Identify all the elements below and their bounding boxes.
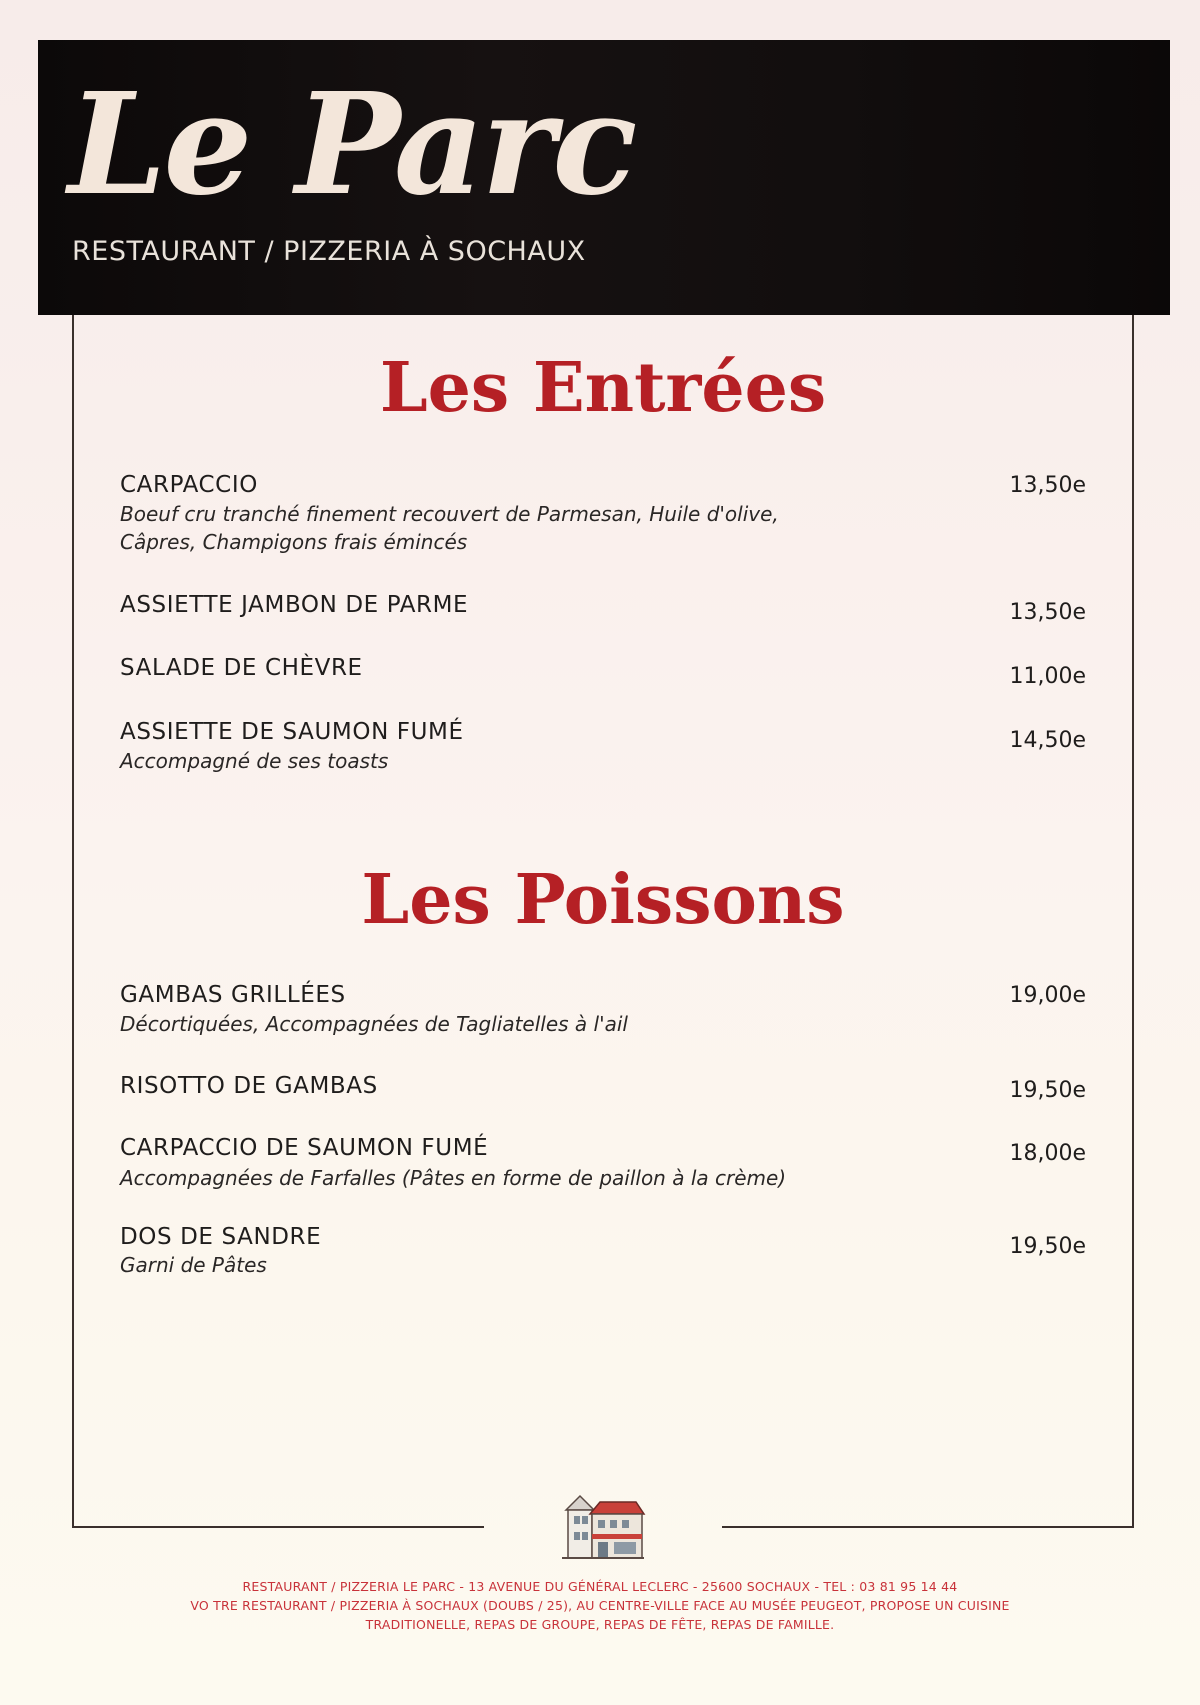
menu-item-price: 13,50e bbox=[1009, 600, 1086, 625]
menu-item-description: Boeuf cru tranché finement recouvert de Parmesan, Huile d'olive, bbox=[120, 502, 779, 526]
menu-item-price: 19,50e bbox=[1009, 1234, 1086, 1259]
section-title-poissons: Les Poissons bbox=[361, 860, 845, 940]
menu-item-price: 14,50e bbox=[1009, 728, 1086, 753]
menu-item-name: SALADE DE CHÈVRE bbox=[120, 655, 363, 681]
menu-item-description: Accompagnées de Farfalles (Pâtes en forme de paillon à la crème) bbox=[120, 1166, 787, 1190]
menu-item-price: 11,00e bbox=[1009, 664, 1086, 689]
frame-bottom-border-left bbox=[72, 1526, 484, 1528]
menu-item-description: Décortiquées, Accompagnées de Tagliatelles à l'ail bbox=[120, 1012, 628, 1036]
house-icon bbox=[560, 1490, 646, 1562]
menu-item-description: Accompagné de ses toasts bbox=[120, 749, 389, 773]
menu-item-name: CARPACCIO bbox=[120, 472, 258, 498]
frame-right-border bbox=[1132, 315, 1134, 1527]
menu-item-name: DOS DE SANDRE bbox=[120, 1224, 322, 1250]
section-title-entrees: Les Entrées bbox=[379, 348, 827, 428]
menu-item-name: RISOTTO DE GAMBAS bbox=[120, 1073, 378, 1099]
menu-item-description: Garni de Pâtes bbox=[120, 1253, 267, 1277]
menu-item-price: 19,50e bbox=[1009, 1078, 1086, 1103]
restaurant-logo: Le Parc bbox=[68, 63, 635, 227]
footer-address: RESTAURANT / PIZZERIA LE PARC - 13 AVENUE DU GÉNÉRAL LECLERC - 25600 SOCHAUX - TEL : 03 81 95 14 44 bbox=[242, 1579, 958, 1594]
menu-item-price: 18,00e bbox=[1009, 1141, 1086, 1166]
menu-item-price: 19,00e bbox=[1009, 983, 1086, 1008]
menu-item-description: Câpres, Champigons frais émincés bbox=[120, 530, 468, 554]
menu-item-name: ASSIETTE JAMBON DE PARME bbox=[120, 592, 469, 618]
frame-bottom-border-right bbox=[722, 1526, 1134, 1528]
restaurant-tagline: RESTAURANT / PIZZERIA À SOCHAUX bbox=[72, 236, 586, 267]
menu-item-price: 13,50e bbox=[1009, 473, 1086, 498]
header-banner bbox=[38, 40, 1170, 315]
menu-item-name: ASSIETTE DE SAUMON FUMÉ bbox=[120, 719, 464, 745]
menu-item-name: CARPACCIO DE SAUMON FUMÉ bbox=[120, 1135, 489, 1161]
footer-description: TRADITIONELLE, REPAS DE GROUPE, REPAS DE FÊTE, REPAS DE FAMILLE. bbox=[365, 1617, 835, 1632]
menu-item-name: GAMBAS GRILLÉES bbox=[120, 982, 346, 1008]
footer-description: VO TRE RESTAURANT / PIZZERIA À SOCHAUX (DOUBS / 25), AU CENTRE-VILLE FACE AU MUSÉE PEUGEOT, PROPOSE UN CUISINE bbox=[190, 1598, 1010, 1613]
